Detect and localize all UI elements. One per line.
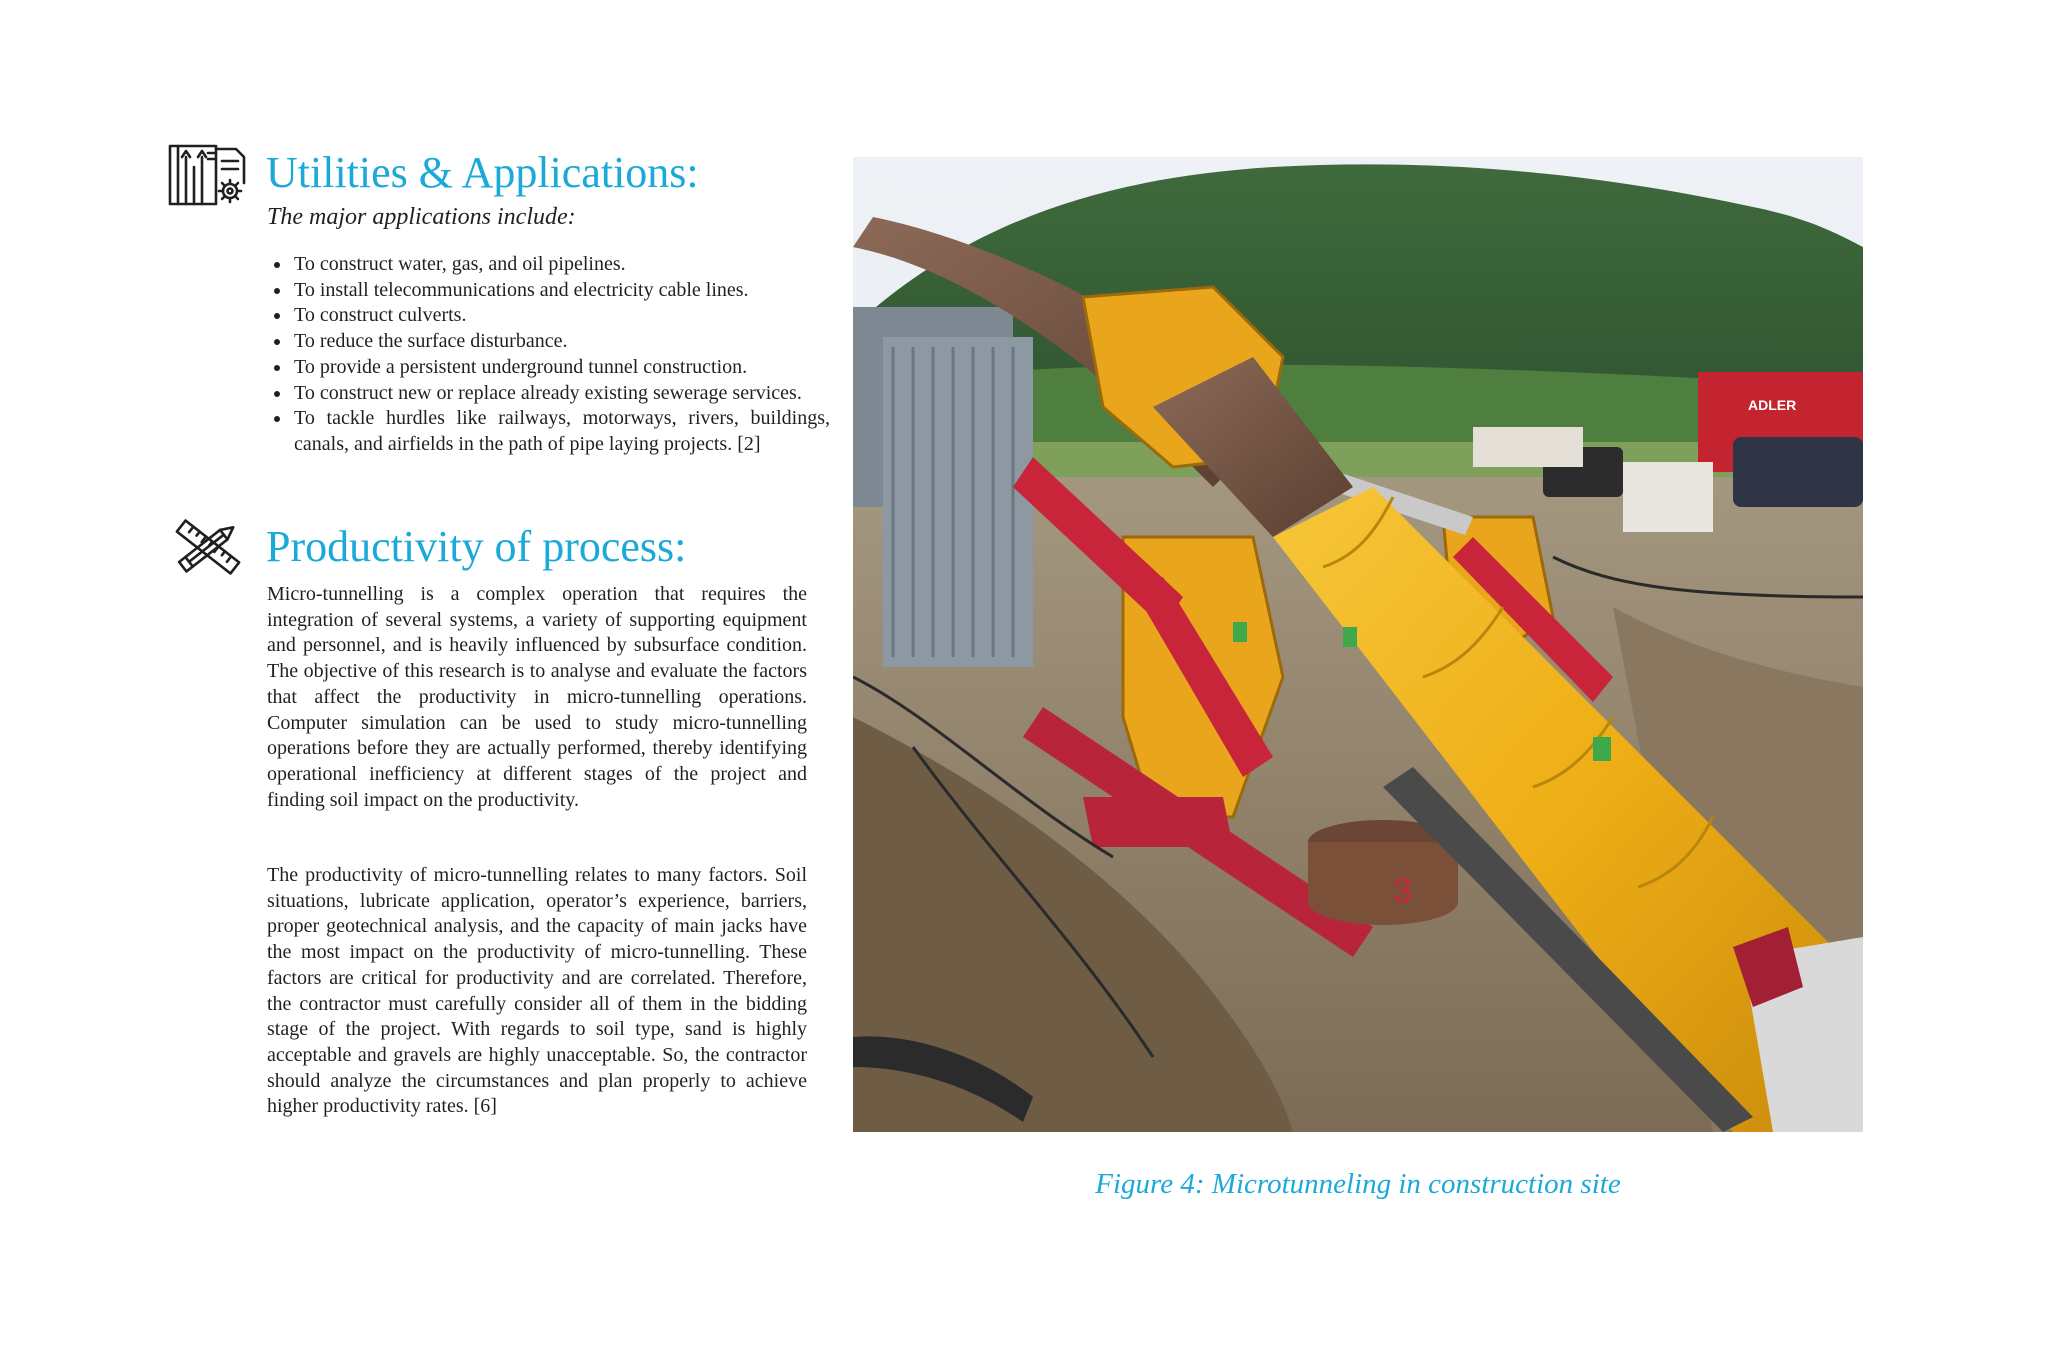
- blueprint-gear-icon: [168, 143, 248, 207]
- body-paragraph: The productivity of micro-tunnelling relates to many factors. Soil situations, lubricate application, operator’s experience, barriers, proper geotechnical analysis, and the capacity of main jacks have the most impact on the productivity of micro-tunnelling. These factors are critical for productivity and are correlated. Therefore, the contractor must carefully consider all of them in the bidding stage of the project. With regards to soil type, sand is highly acceptable and gravels are highly unacceptable. So, the contractor should analyze the circumstances and plan properly to achieve higher productivity rates. [6]: [267, 864, 807, 1118]
- list-item: • To construct new or replace already existing sewerage services.: [292, 381, 830, 407]
- pipe-marking: 3: [1393, 872, 1412, 910]
- section-subtitle: The major applications include:: [267, 204, 576, 230]
- list-item: • To tackle hurdles like railways, motorways, rivers, buildings, canals, and airfields in the path of pipe laying projects. [2]: [292, 406, 830, 457]
- microtunneling-photo: [853, 157, 1863, 1132]
- section-title-productivity: Productivity of process:: [266, 522, 687, 571]
- list-item: • To construct water, gas, and oil pipelines.: [292, 252, 830, 278]
- figure-caption: Figure 4: Microtunneling in construction site: [1095, 1168, 1621, 1200]
- list-item: • To provide a persistent underground tunnel construction.: [292, 355, 830, 381]
- trailer-sign: ADLER: [1748, 397, 1797, 413]
- list-item: • To reduce the surface disturbance.: [292, 329, 830, 355]
- list-item: • To construct culverts.: [292, 303, 830, 329]
- list-item: • To install telecommunications and electricity cable lines.: [292, 278, 830, 304]
- applications-list: [268, 252, 830, 458]
- crossed-ruler-pencil-icon: [170, 516, 246, 578]
- section-title-utilities: Utilities & Applications:: [266, 148, 699, 197]
- body-paragraph: Micro-tunnelling is a complex operation that requires the integration of several systems, a variety of supporting equipment and personnel, and is heavily influenced by subsurface condition. The objective of this research is to analyse and evaluate the factors that affect the productivity in micro-tunnelling operations. Computer simulation can be used to study micro-tunnelling operations before they are actually performed, thereby identifying operational inefficiency at different stages of the project and finding soil impact on the productivity.: [267, 583, 807, 811]
